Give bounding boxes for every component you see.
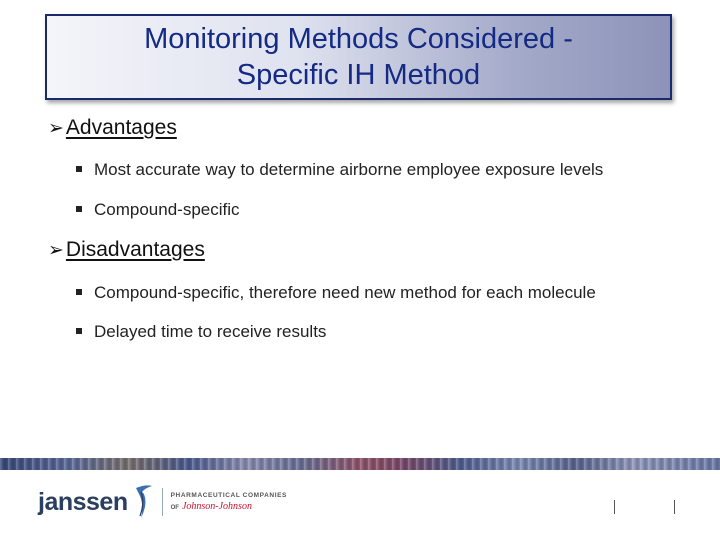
section-advantages xyxy=(48,116,177,140)
section-heading-advantages: Advantages xyxy=(65,116,177,139)
brand-name: janssen xyxy=(38,487,128,516)
footer-divider-tick xyxy=(674,500,675,514)
square-bullet-icon xyxy=(76,166,82,172)
parent-company-wordmark: Johnson-Johnson xyxy=(181,501,252,512)
bullet-text: Delayed time to receive results xyxy=(94,322,327,341)
bullet-item xyxy=(76,160,603,180)
janssen-logo xyxy=(38,482,287,522)
slide-title-line-2: Specific IH Method xyxy=(236,59,481,91)
square-bullet-icon xyxy=(76,206,82,212)
square-bullet-icon xyxy=(76,328,82,334)
arrow-bullet-icon: ➢ xyxy=(48,240,64,261)
section-disadvantages xyxy=(48,238,205,262)
bullet-text: Most accurate way to determine airborne employee exposure levels xyxy=(94,160,604,179)
slide-title-line-1: Monitoring Methods Considered - xyxy=(144,23,573,55)
section-heading-disadvantages: Disadvantages xyxy=(65,238,205,261)
of-label: OF xyxy=(170,505,179,511)
decorative-color-band xyxy=(0,458,720,470)
bullet-text: Compound-specific xyxy=(94,200,240,219)
arrow-bullet-icon: ➢ xyxy=(48,118,64,139)
square-bullet-icon xyxy=(76,289,82,295)
logo-subtitle xyxy=(171,492,287,512)
tagline: PHARMACEUTICAL COMPANIES xyxy=(170,492,287,499)
bullet-item xyxy=(76,200,240,220)
logo-divider xyxy=(162,488,163,516)
bullet-item xyxy=(76,283,596,303)
footer-divider-tick xyxy=(614,500,615,514)
slide-title-box xyxy=(45,14,672,100)
bullet-item xyxy=(76,322,326,342)
bullet-text: Compound-specific, therefore need new method for each molecule xyxy=(94,283,596,302)
janssen-swoosh-icon xyxy=(132,482,154,522)
